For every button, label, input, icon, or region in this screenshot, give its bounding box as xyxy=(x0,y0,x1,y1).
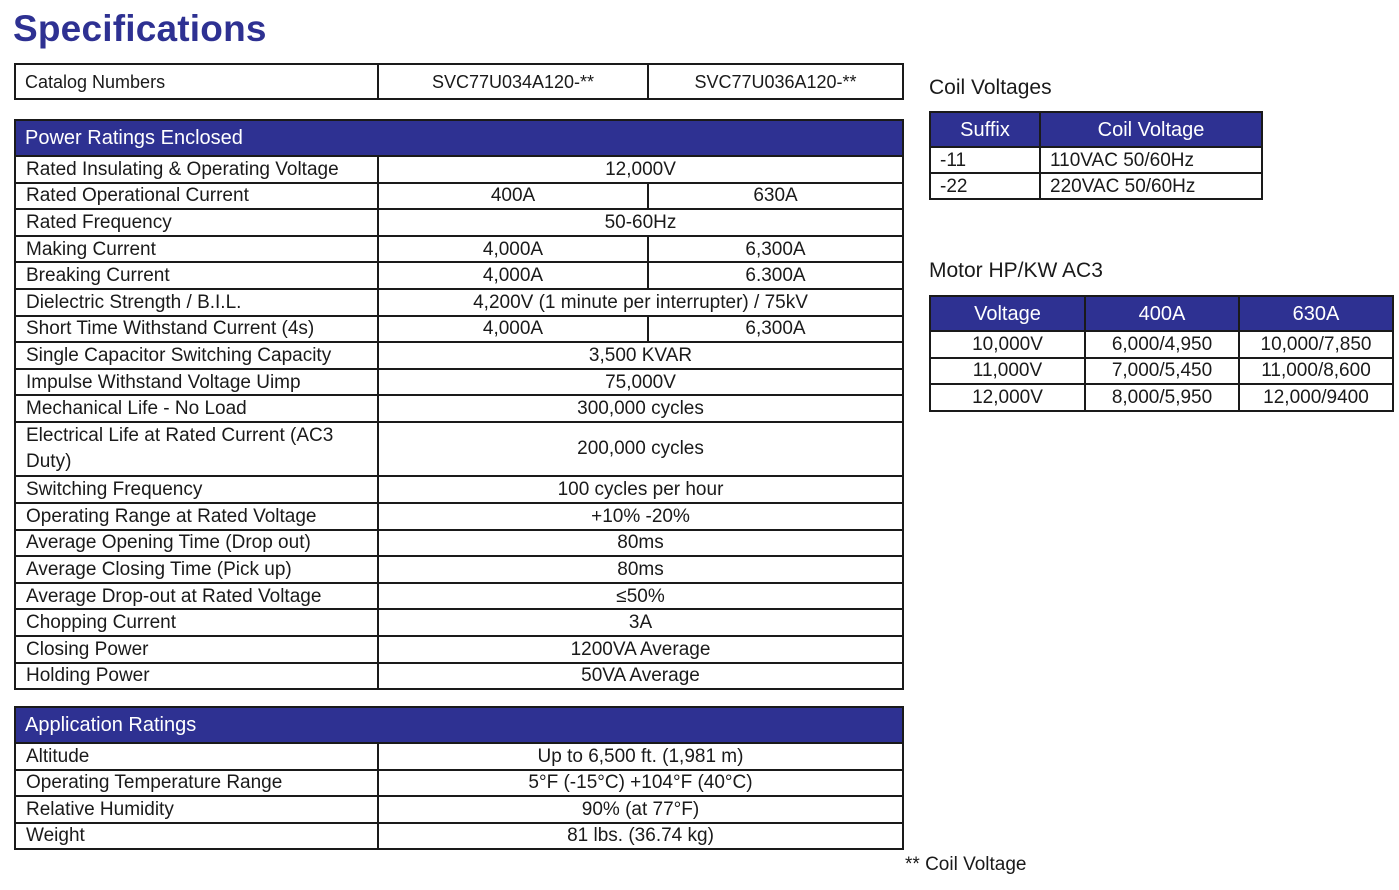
table-row xyxy=(930,147,1262,173)
spec-label: Electrical Life at Rated Current (AC3 Duty) xyxy=(15,422,378,476)
spec-value: 100 cycles per hour xyxy=(378,476,903,503)
table-row xyxy=(930,331,1393,358)
table-row xyxy=(15,316,903,343)
spec-label: Rated Operational Current xyxy=(15,183,378,210)
table-row xyxy=(15,262,903,289)
spec-value: 50VA Average xyxy=(581,665,700,687)
spec-value: ≤50% xyxy=(378,583,903,610)
page-title: Specifications xyxy=(13,8,267,49)
catalog-row xyxy=(15,64,903,99)
motor-rating-630a: 11,000/8,600 xyxy=(1239,358,1393,385)
spec-value: 80ms xyxy=(378,530,903,557)
spec-label: Switching Frequency xyxy=(15,476,378,503)
table-row xyxy=(15,209,903,236)
coil-voltage: 220VAC 50/60Hz xyxy=(1050,175,1196,197)
spec-label: Altitude xyxy=(15,743,378,770)
spec-label: Closing Power xyxy=(15,636,378,663)
application-ratings-table xyxy=(14,706,904,850)
spec-label: Weight xyxy=(15,823,378,850)
spec-value: 1200VA Average xyxy=(378,636,903,663)
catalog-numbers-table xyxy=(14,63,904,100)
motor-rating-400a: 7,000/5,450 xyxy=(1085,358,1239,385)
footnote: ** Coil Voltage xyxy=(905,854,1027,875)
table-row xyxy=(15,796,903,823)
spec-label: Breaking Current xyxy=(15,262,378,289)
spec-label: Dielectric Strength / B.I.L. xyxy=(15,289,378,316)
table-row xyxy=(15,609,903,636)
spec-value: 4,200V (1 minute per interrupter) / 75kV xyxy=(378,289,903,316)
power-ratings-table xyxy=(14,119,904,690)
spec-label: Average Opening Time (Drop out) xyxy=(15,530,378,557)
motor-rating-400a: 6,000/4,950 xyxy=(1085,331,1239,358)
spec-value: 4,000A xyxy=(378,236,648,263)
table-row xyxy=(15,743,903,770)
spec-label: Single Capacitor Switching Capacity xyxy=(15,342,378,369)
spec-value: Up to 6,500 ft. (1,981 m) xyxy=(378,743,903,770)
spec-value: 3,500 KVAR xyxy=(378,342,903,369)
spec-label: Rated Frequency xyxy=(15,209,378,236)
spec-value: 75,000V xyxy=(378,369,903,396)
spec-label: Making Current xyxy=(15,236,378,263)
motor-hp-kw-table xyxy=(929,295,1394,412)
table-row xyxy=(15,236,903,263)
table-row xyxy=(15,289,903,316)
spec-value: 6.300A xyxy=(648,262,903,289)
spec-value: 200,000 cycles xyxy=(378,422,903,476)
power-ratings-header: Power Ratings Enclosed xyxy=(15,120,903,156)
spec-value: 400A xyxy=(378,183,648,210)
table-row xyxy=(15,823,903,850)
spec-value: 50-60Hz xyxy=(378,209,903,236)
table-row xyxy=(15,342,903,369)
spec-label: Mechanical Life - No Load xyxy=(15,395,378,422)
table-row xyxy=(15,663,903,690)
spec-value: 6,300A xyxy=(648,236,903,263)
spec-label: Impulse Withstand Voltage Uimp xyxy=(15,369,378,396)
table-row xyxy=(15,636,903,663)
spec-value: 90% (at 77°F) xyxy=(378,796,903,823)
coil-voltages-table xyxy=(929,111,1263,200)
spec-value: 5°F (-15°C) +104°F (40°C) xyxy=(378,770,903,797)
spec-label: Average Closing Time (Pick up) xyxy=(15,556,378,583)
table-row xyxy=(15,369,903,396)
coil-voltages-title: Coil Voltages xyxy=(929,76,1052,99)
motor-header-row xyxy=(930,296,1393,331)
table-row xyxy=(930,384,1393,411)
motor-rating-630a: 12,000/9400 xyxy=(1263,386,1369,408)
column-header: Coil Voltage xyxy=(1040,112,1262,147)
coil-voltage: 110VAC 50/60Hz xyxy=(1040,147,1262,173)
spec-value: 4,000A xyxy=(378,316,648,343)
coil-suffix: -22 xyxy=(930,173,1040,199)
motor-hp-kw-title: Motor HP/KW AC3 xyxy=(929,259,1103,282)
spec-value: 630A xyxy=(648,183,903,210)
spec-value: 4,000A xyxy=(378,262,648,289)
motor-voltage: 11,000V xyxy=(930,358,1085,385)
spec-label: Holding Power xyxy=(15,663,378,690)
power-ratings-header-row xyxy=(15,120,903,156)
coil-header-row xyxy=(930,112,1262,147)
motor-rating-400a: 8,000/5,950 xyxy=(1085,384,1239,411)
table-row xyxy=(15,503,903,530)
spec-value: 300,000 cycles xyxy=(378,395,903,422)
column-header: Suffix xyxy=(930,112,1040,147)
column-header: 630A xyxy=(1239,296,1393,331)
spec-label: Operating Range at Rated Voltage xyxy=(15,503,378,530)
spec-label: Chopping Current xyxy=(15,609,378,636)
table-row xyxy=(15,183,903,210)
table-row xyxy=(15,530,903,557)
motor-voltage: 10,000V xyxy=(930,331,1085,358)
spec-value: 3A xyxy=(378,609,903,636)
table-row xyxy=(15,156,903,183)
spec-value: 12,000V xyxy=(378,156,903,183)
spec-label: Short Time Withstand Current (4s) xyxy=(15,316,378,343)
spec-value: 6,300A xyxy=(648,316,903,343)
application-ratings-header-row xyxy=(15,707,903,743)
table-row xyxy=(15,770,903,797)
motor-rating-630a: 10,000/7,850 xyxy=(1239,331,1393,358)
table-row xyxy=(15,583,903,610)
spec-label: Operating Temperature Range xyxy=(15,770,378,797)
table-row xyxy=(15,476,903,503)
coil-suffix: -11 xyxy=(930,147,1040,173)
table-row xyxy=(930,358,1393,385)
catalog-number: SVC77U034A120-** xyxy=(378,64,648,99)
spec-label: Relative Humidity xyxy=(15,796,378,823)
catalog-number: SVC77U036A120-** xyxy=(694,71,857,92)
catalog-label: Catalog Numbers xyxy=(15,64,378,99)
spec-label: Average Drop-out at Rated Voltage xyxy=(15,583,378,610)
table-row xyxy=(15,422,903,476)
spec-value: 81 lbs. (36.74 kg) xyxy=(567,825,714,847)
table-row xyxy=(15,395,903,422)
table-row xyxy=(15,556,903,583)
spec-value: 80ms xyxy=(378,556,903,583)
column-header: Voltage xyxy=(930,296,1085,331)
motor-voltage: 12,000V xyxy=(930,384,1085,411)
application-ratings-header: Application Ratings xyxy=(15,707,903,743)
spec-label: Rated Insulating & Operating Voltage xyxy=(15,156,378,183)
table-row xyxy=(930,173,1262,199)
spec-value: +10% -20% xyxy=(378,503,903,530)
column-header: 400A xyxy=(1085,296,1239,331)
